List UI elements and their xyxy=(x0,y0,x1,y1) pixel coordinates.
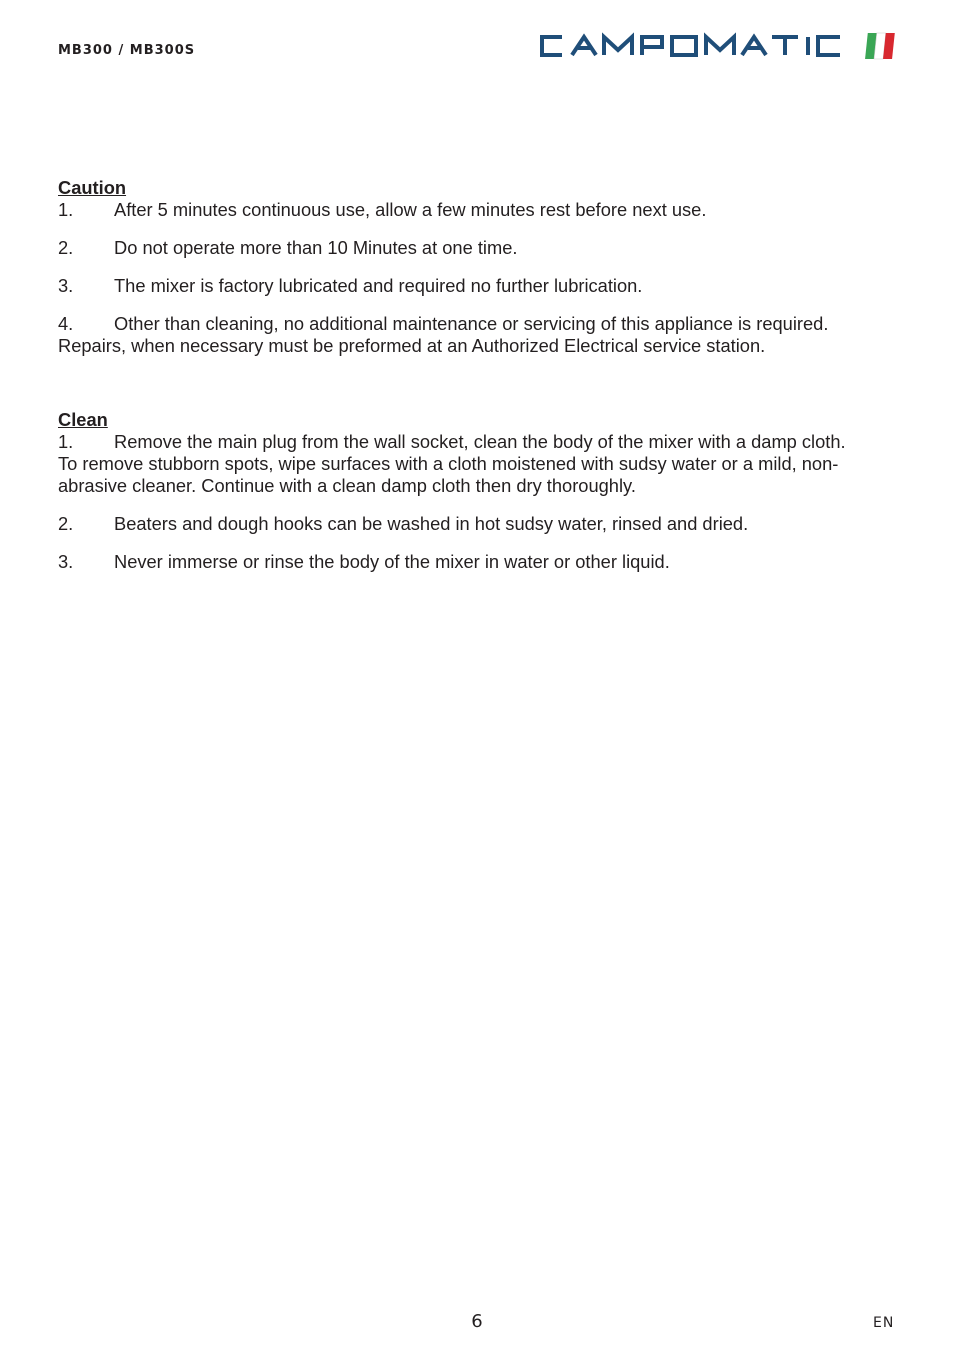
model-number: MB300 / MB300S xyxy=(58,43,196,58)
campomatic-logo xyxy=(536,28,898,62)
item-number: 2. xyxy=(58,237,74,258)
clean-heading: Clean xyxy=(58,409,108,430)
clean-item xyxy=(58,551,858,573)
document-body xyxy=(58,177,858,589)
item-number: 1. xyxy=(58,431,74,452)
item-number: 3. xyxy=(58,551,74,572)
item-text: Beaters and dough hooks can be washed in hot sudsy water, rinsed and dried. xyxy=(114,513,749,534)
item-text: Do not operate more than 10 Minutes at one time. xyxy=(114,237,518,258)
item-number: 2. xyxy=(58,513,74,534)
item-text: Remove the main plug from the wall socket, clean the body of the mixer with a damp cloth. To remove stubborn spots, wipe surfaces with a cloth moistened with sudsy water or a mild, non-abrasive cleaner. Continue with a clean damp cloth then dry thoroughly. xyxy=(58,431,846,496)
brand-wordmark xyxy=(542,37,840,55)
caution-item xyxy=(58,237,858,259)
item-number: 4. xyxy=(58,313,74,334)
item-text: The mixer is factory lubricated and required no further lubrication. xyxy=(114,275,643,296)
item-number: 3. xyxy=(58,275,74,296)
item-text: Never immerse or rinse the body of the mixer in water or other liquid. xyxy=(114,551,670,572)
caution-item xyxy=(58,199,858,221)
page-number: 6 xyxy=(471,1311,483,1332)
language-code: EN xyxy=(873,1315,895,1331)
caution-heading: Caution xyxy=(58,177,127,198)
section-spacer xyxy=(58,373,858,409)
item-number: 1. xyxy=(58,199,74,220)
clean-item xyxy=(58,513,858,535)
caution-item xyxy=(58,275,858,297)
item-text: Other than cleaning, no additional maintenance or servicing of this appliance is required. Repairs, when necessary must be preformed at an Authorized Electrical service station. xyxy=(58,313,829,356)
italian-flag-icon xyxy=(865,33,895,59)
caution-item xyxy=(58,313,858,357)
item-text: After 5 minutes continuous use, allow a few minutes rest before next use. xyxy=(114,199,707,220)
clean-item xyxy=(58,431,858,497)
